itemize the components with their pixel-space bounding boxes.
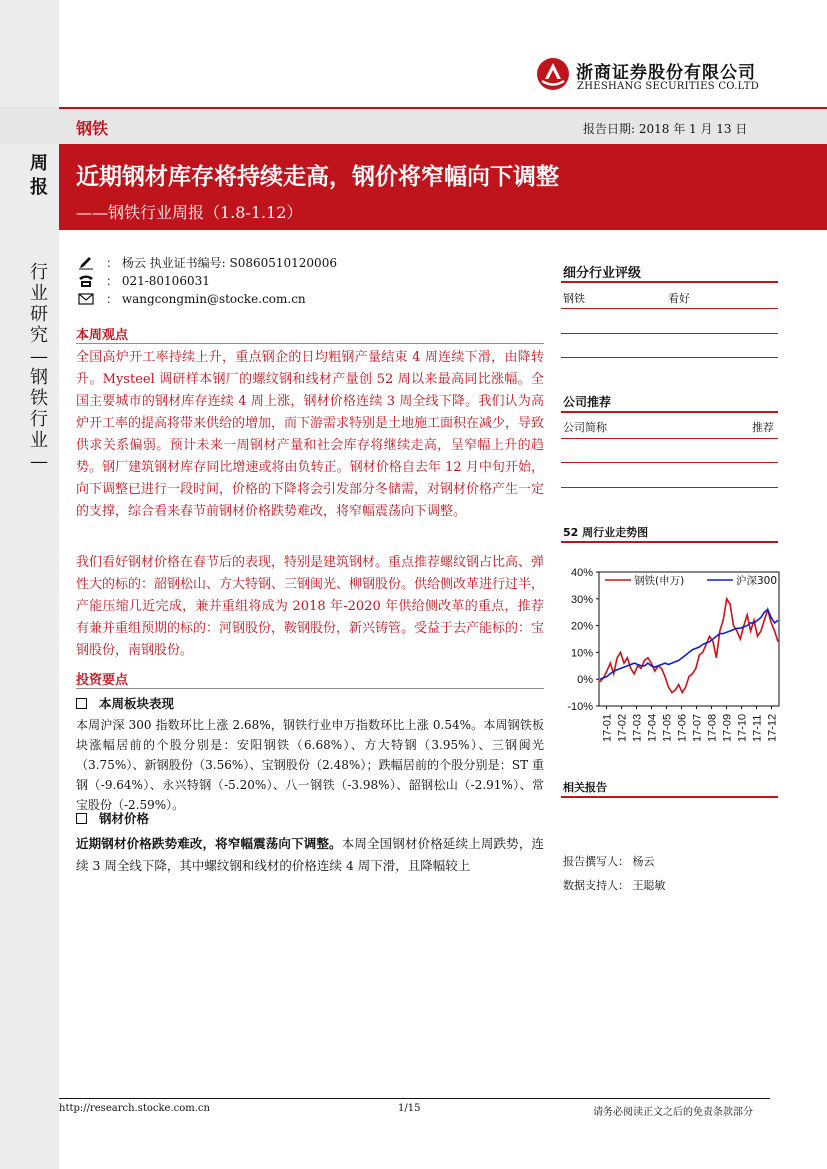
recommend-row-rule [561, 462, 778, 463]
data-support-name: 数据支持人： 王聪敏 [563, 879, 666, 892]
x-tick-label: 17-05 [661, 713, 674, 742]
chart-x-ticks [602, 706, 779, 742]
legend-label: 钢铁(申万) [634, 575, 685, 587]
checkbox-bullet-icon [76, 698, 87, 709]
chart-axes [599, 572, 779, 706]
series-line-steel [600, 599, 778, 693]
x-tick-label: 17-01 [601, 713, 614, 742]
company-name-en: ZHESHANG SECURITIES CO.LTD [577, 81, 760, 92]
chart-rule [561, 541, 778, 543]
email-row [78, 290, 306, 307]
y-tick-label: 20% [570, 620, 593, 633]
phone-row [78, 272, 210, 289]
investment-heading: 投资要点 [76, 673, 129, 688]
author-email[interactable]: ： wangcongmin@stocke.com.cn [106, 292, 306, 306]
chart-heading: 52 周行业走势图 [563, 526, 649, 539]
footer-disclaimer: 请务必阅读正文之后的免责条款部分 [593, 1107, 753, 1118]
x-tick-label: 17-09 [721, 713, 734, 742]
recommend-heading: 公司推荐 [563, 395, 612, 409]
investment-rule [76, 688, 544, 689]
related-heading: 相关报告 [563, 781, 607, 794]
author-name: ： 杨云 执业证书编号: S0860510120006 [106, 256, 337, 270]
rating-row-rule [561, 308, 778, 309]
pen-icon [78, 256, 94, 270]
subsection-title: 钢材价格 [99, 811, 150, 826]
sector-performance-text: 本周沪深 300 指数环比上涨 2.68%，钢铁行业申万指数环比上涨 0.54%。本周钢铁板块涨幅居前的个股分别是：安阳钢铁（6.68%）、方大特钢（3.95%）、三钢闽光（3.75%）、新钢股份（3.56%）、宝钢股份（2.48%）；跌幅居前的个股分别是：ST 重钢（-9.64%）、永兴特钢（-5.20%）、八一钢铁（-3.98%）、韶钢松山（-2.91%）、常宝股份（-2.59%）。 [76, 718, 544, 812]
y-tick-label: 10% [570, 647, 593, 660]
analyst-name: 报告撰写人： 杨云 [563, 855, 655, 868]
x-tick-label: 17-08 [706, 713, 719, 742]
steel-price-text [76, 833, 544, 877]
x-tick-label: 17-11 [751, 714, 764, 742]
author-row [78, 254, 337, 271]
chart-y-ticks [567, 567, 599, 713]
report-date: 报告日期: 2018 年 1 月 13 日 [583, 122, 748, 136]
mail-icon [78, 292, 94, 306]
rating-industry: 钢铁 [563, 292, 585, 305]
industry-trend-chart [561, 552, 787, 758]
x-tick-label: 17-04 [646, 713, 659, 742]
subsection-sector-performance [76, 694, 174, 712]
y-tick-label: 30% [570, 593, 593, 606]
x-tick-label: 17-02 [616, 713, 629, 742]
legend-label: 沪深300 [736, 575, 778, 587]
subsection-steel-price [76, 809, 149, 827]
rating-heading: 细分行业评级 [563, 266, 642, 281]
subsection-title: 本周板块表现 [99, 696, 175, 711]
chart-plot-frame [599, 572, 779, 706]
x-tick-label: 17-03 [631, 713, 644, 742]
report-type-label: 周报 [30, 153, 48, 198]
footer-page-number: 1/15 [398, 1103, 421, 1114]
chart-legend [605, 574, 777, 587]
header-top-rule [59, 107, 827, 109]
footer-rule [59, 1098, 770, 1099]
x-tick-label: 17-12 [766, 713, 779, 742]
x-tick-label: 17-07 [691, 713, 704, 742]
steel-price-lead: 近期钢材价格跌势难改，将窄幅震荡向下调整。 [76, 836, 342, 851]
x-tick-label: 17-06 [676, 713, 689, 742]
report-title: 近期钢材库存将持续走高，钢价将窄幅向下调整 [76, 164, 559, 190]
rating-row-rule [561, 333, 778, 334]
zheshang-logo-icon [536, 57, 570, 91]
company-name-cn: 浙商证券股份有限公司 [576, 63, 756, 83]
industry-label: 钢铁 [76, 119, 109, 138]
recommend-rule [561, 411, 778, 413]
y-tick-label: -10% [567, 701, 593, 713]
viewpoint-rule [76, 343, 544, 344]
y-tick-label: 40% [570, 567, 593, 579]
recommend-col-rating: 推荐 [752, 421, 774, 434]
rating-rule [561, 281, 778, 283]
steel-price-body: 本周全国钢材价格延续上周跌势，连续 3 周全线下降，其中螺纹钢和线材的价格连续 4 周下滑，且降幅较上 [76, 836, 544, 873]
phone-icon [78, 274, 94, 288]
rating-row-rule [561, 357, 778, 358]
series-line-hs300 [600, 610, 778, 680]
y-tick-label: 0% [577, 674, 593, 687]
viewpoint-heading: 本周观点 [76, 328, 129, 343]
recommend-col-name: 公司简称 [563, 421, 607, 434]
rating-value: 看好 [668, 292, 690, 305]
recommend-row-rule [561, 487, 778, 488]
vertical-category-label: 行业研究—钢铁行业— [30, 262, 48, 472]
checkbox-bullet-icon [76, 813, 87, 824]
footer-url[interactable]: http://research.stocke.com.cn [59, 1103, 210, 1114]
related-rule [561, 796, 778, 798]
report-subtitle: ——钢铁行业周报（1.8-1.12） [76, 203, 303, 222]
recommend-row-rule [561, 438, 778, 439]
author-phone: ： 021-80106031 [106, 274, 210, 288]
viewpoint-paragraph-1: 全国高炉开工率持续上升，重点钢企的日均粗钢产量结束 4 周连续下滑，由降转升。Mysteel 调研样本钢厂的螺纹钢和线材产量创 52 周以来最高同比涨幅。全国主要城市的钢材库存连续 4 周上涨，钢材价格连续 3 周全线下降。我们认为高炉开工率的提高将带来供给的增加，而下游需求特别是土地施工面积在减少，导致供求关系偏弱。预计未来一周钢材产量和社会库存将继续走高，呈窄幅上升的趋势。钢厂建筑钢材库存同比增速或将由负转正。钢材价格自去年 12 月中旬开始，向下调整已进行一段时间，价格的下降将会引发部分冬储需，对钢材价格产生一定的支撑，综合看来春节前钢材价格跌势难改，将窄幅震荡向下调整。 [76, 350, 545, 519]
x-tick-label: 17-10 [736, 713, 749, 742]
viewpoint-paragraph-2: 我们看好钢材价格在春节后的表现，特别是建筑钢材。重点推荐螺纹钢占比高、弹性大的标的：韶钢松山、方大特钢、三钢闽光、柳钢股份。供给侧改革进行过半，产能压缩几近完成，兼并重组将成为 2018 年-2020 年供给侧改革的重点，推荐有兼并重组预期的标的：河钢股份，鞍钢股份，新兴铸管。受益于去产能标的：宝钢股份，南钢股份。 [76, 555, 545, 658]
